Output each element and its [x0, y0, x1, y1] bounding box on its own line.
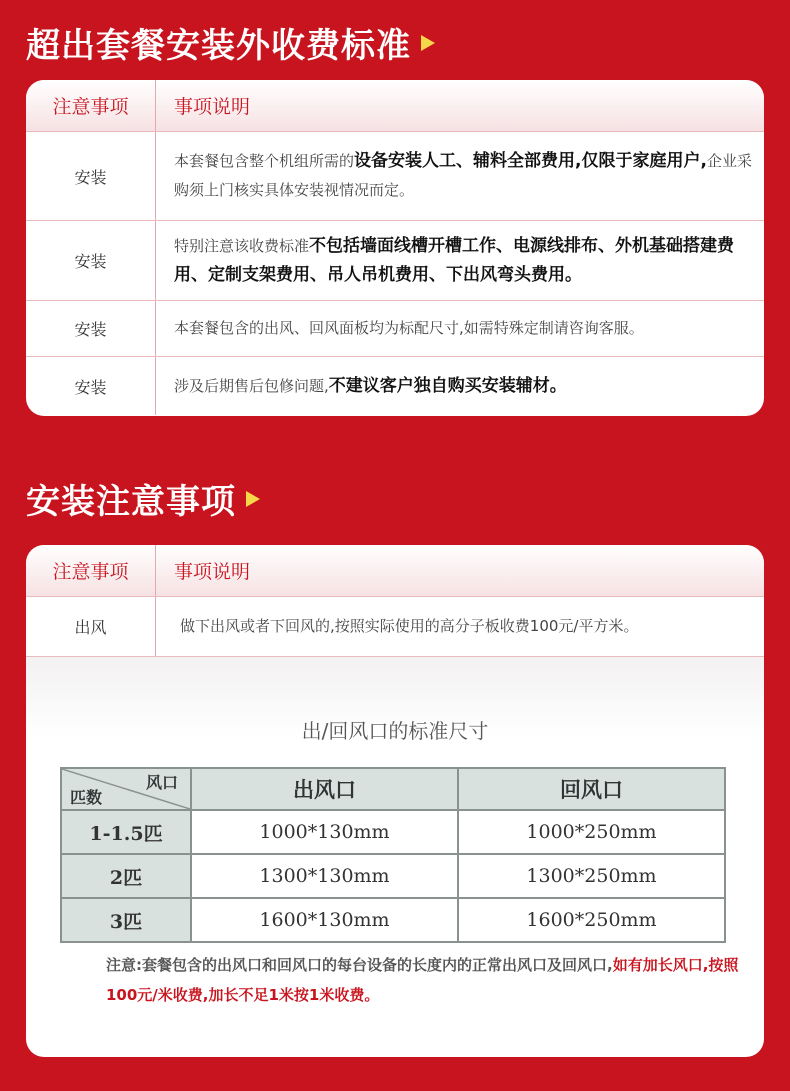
- card-header: [26, 545, 764, 597]
- note-red: 如有加长风口,按照100元/米收费,加长不足1米按1米收费。: [106, 956, 739, 1004]
- header-col-item: 注意事项: [26, 80, 156, 131]
- standard-size-title: 出/回风口的标准尺寸: [301, 719, 489, 743]
- row-hp: 2匹: [61, 854, 191, 898]
- cell-outlet: 1000*130mm: [191, 810, 458, 854]
- section-title-text: 安装注意事项: [26, 482, 236, 522]
- row-label: 安装: [26, 221, 156, 300]
- row-text-bold: 不建议客户独自购买安装辅材。: [328, 375, 567, 396]
- cell-outlet: 1600*130mm: [191, 898, 458, 942]
- row-label: 出风: [26, 597, 156, 656]
- row-label: 安装: [26, 132, 156, 220]
- header-col-desc: 事项说明: [174, 561, 251, 583]
- cell-return: 1000*250mm: [458, 810, 725, 854]
- section-title-text: 超出套餐安装外收费标准: [26, 26, 411, 66]
- table-row: [26, 301, 764, 357]
- corner-cell: [61, 768, 191, 810]
- row-label: 安装: [26, 301, 156, 356]
- corner-top-label: 风口: [145, 773, 178, 792]
- row-text: [156, 357, 764, 415]
- play-arrow-icon: [246, 491, 260, 507]
- play-arrow-icon: [421, 35, 435, 51]
- vent-size-table: [60, 767, 726, 943]
- header-return: 回风口: [458, 768, 725, 810]
- table-row: [26, 357, 764, 415]
- row-hp: 3匹: [61, 898, 191, 942]
- table-row: [61, 810, 725, 854]
- table-row: [26, 132, 764, 221]
- row-text-normal: 本套餐包含整个机组所需的: [174, 152, 355, 170]
- row-text-normal: 特别注意该收费标准: [174, 236, 310, 255]
- table-row: [26, 597, 764, 657]
- note-text: [46, 950, 744, 1010]
- card-header: [26, 80, 764, 132]
- row-text: 做下出风或者下回风的,按照实际使用的高分子板收费100元/平方米。: [180, 617, 639, 635]
- header-col-item: 注意事项: [26, 545, 156, 596]
- install-card: [26, 545, 764, 1057]
- row-label: 安装: [26, 357, 156, 415]
- row-text: [156, 132, 764, 220]
- row-text-bold: 设备安装人工、辅料全部费用,仅限于家庭用户,: [354, 151, 707, 171]
- header-col-desc: 事项说明: [174, 96, 251, 118]
- fees-card: [26, 80, 764, 416]
- header-outlet: 出风口: [191, 768, 458, 810]
- table-header-row: [61, 768, 725, 810]
- note-normal: 注意:套餐包含的出风口和回风口的每台设备的长度内的正常出风口及回风口,: [106, 956, 613, 974]
- cell-outlet: 1300*130mm: [191, 854, 458, 898]
- cell-return: 1300*250mm: [458, 854, 725, 898]
- table-row: [61, 898, 725, 942]
- cell-return: 1600*250mm: [458, 898, 725, 942]
- row-text-bold: 不包括墙面线槽开槽工作、电源线排布、外机基础搭建费用、定制支架费用、吊人吊机费用、下出风弯头费用。: [174, 235, 735, 285]
- row-text-tail: 企业采购须上门核实具体安装视情况而定。: [174, 152, 752, 199]
- table-row: [61, 854, 725, 898]
- row-text-normal: 涉及后期售后包修问题,: [174, 376, 329, 395]
- section-title-fees: [26, 18, 435, 67]
- row-hp: 1-1.5匹: [61, 810, 191, 854]
- section-title-install: [26, 474, 260, 523]
- row-text: 本套餐包含的出风、回风面板均为标配尺寸,如需特殊定制请咨询客服。: [174, 319, 644, 337]
- table-row: [26, 221, 764, 301]
- corner-bottom-label: 匹数: [70, 788, 103, 807]
- row-text: [156, 221, 764, 300]
